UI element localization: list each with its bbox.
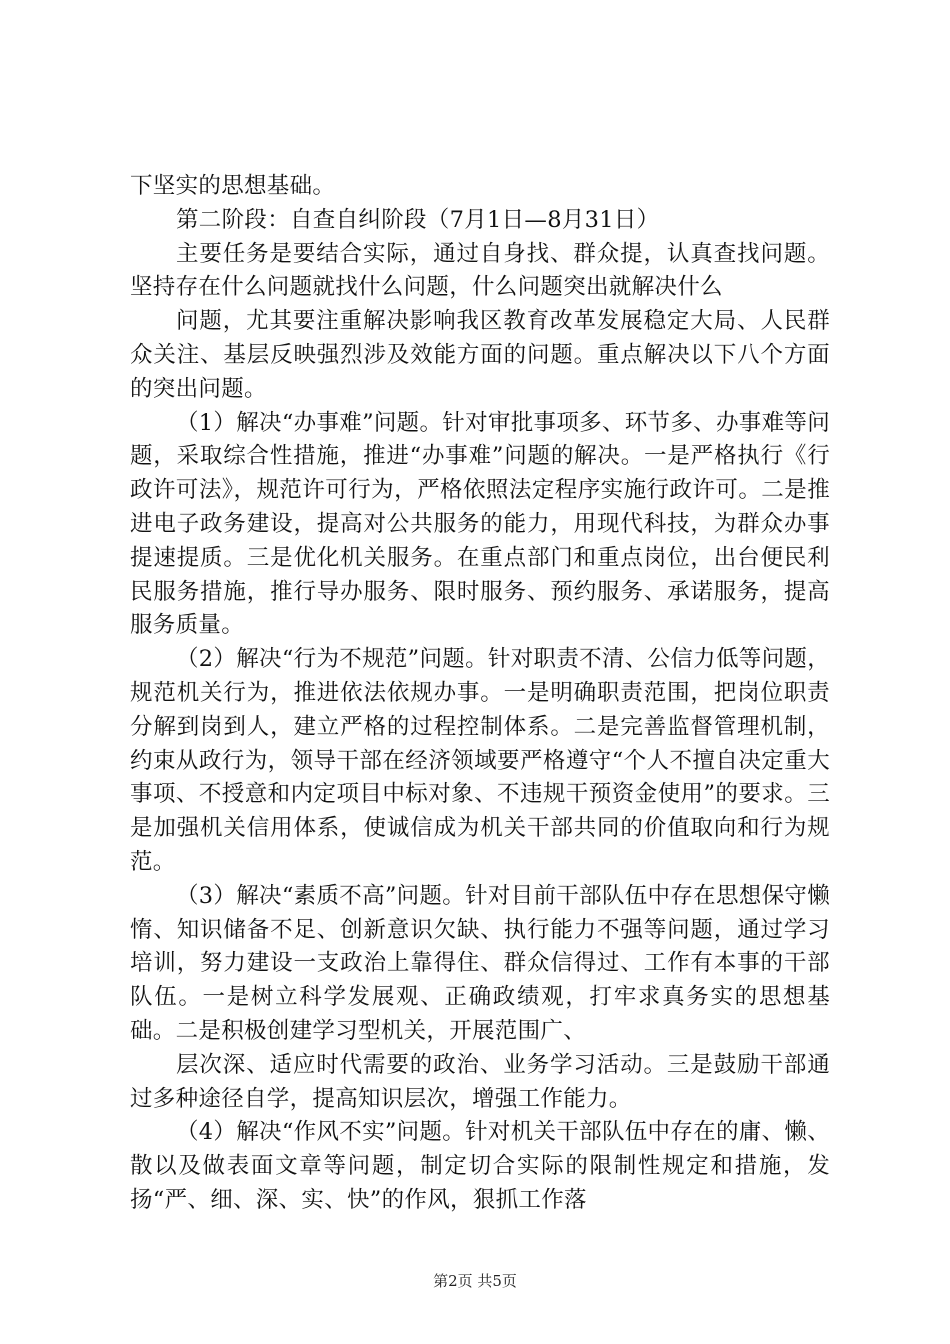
paragraph-7: （3）解决“素质不高”问题。针对目前干部队伍中存在思想保守懒惰、知识储备不足、创新意识欠缺、执行能力不强等问题，通过学习培训，努力建设一支政治上靠得住、群众信得过、工作有本事的干部队伍。一是树立科学发展观、正确政绩观，打牢求真务实的思想基础。二是积极创建学习型机关，开展范围广、	[130, 882, 830, 1044]
paragraph-3: 主要任务是要结合实际，通过自身找、群众提，认真查找问题。坚持存在什么问题就找什么问题，什么问题突出就解决什么	[130, 240, 830, 301]
body-text	[130, 170, 830, 1218]
paragraph-6: （2）解决“行为不规范”问题。针对职责不清、公信力低等问题，规范机关行为，推进依法依规办事。一是明确职责范围，把岗位职责分解到岗到人，建立严格的过程控制体系。二是完善监督管理机制，约束从政行为，领导干部在经济领域要严格遵守“个人不擅自决定重大事项、不授意和内定项目中标对象、不违规干预资金使用”的要求。三是加强机关信用体系，使诚信成为机关干部共同的价值取向和行为规范。	[130, 646, 830, 875]
paragraph-2: 第二阶段：自查自纠阶段（7月1日—8月31日）	[176, 206, 660, 233]
paragraph-5: （1）解决“办事难”问题。针对审批事项多、环节多、办事难等问题，采取综合性措施，推进“办事难”问题的解决。一是严格执行《行政许可法》，规范许可行为，严格依照法定程序实施行政许可。二是推进电子政务建设，提高对公共服务的能力，用现代科技，为群众办事提速提质。三是优化机关服务。在重点部门和重点岗位，出台便民利民服务措施，推行导办服务、限时服务、预约服务、承诺服务，提高服务质量。	[130, 409, 830, 639]
paragraph-8: 层次深、适应时代需要的政治、业务学习活动。三是鼓励干部通过多种途径自学，提高知识层次，增强工作能力。	[130, 1051, 830, 1112]
paragraph-1: 下坚实的思想基础。	[130, 173, 336, 199]
page-footer: 第2页 共5页	[433, 1272, 517, 1290]
paragraph-4: 问题，尤其要注重解决影响我区教育改革发展稳定大局、人民群众关注、基层反映强烈涉及效能方面的问题。重点解决以下八个方面的突出问题。	[130, 308, 830, 402]
paragraph-9: （4）解决“作风不实”问题。针对机关干部队伍中存在的庸、懒、散以及做表面文章等问题，制定切合实际的限制性规定和措施，发扬“严、细、深、实、快”的作风，狠抓工作落	[130, 1119, 830, 1213]
